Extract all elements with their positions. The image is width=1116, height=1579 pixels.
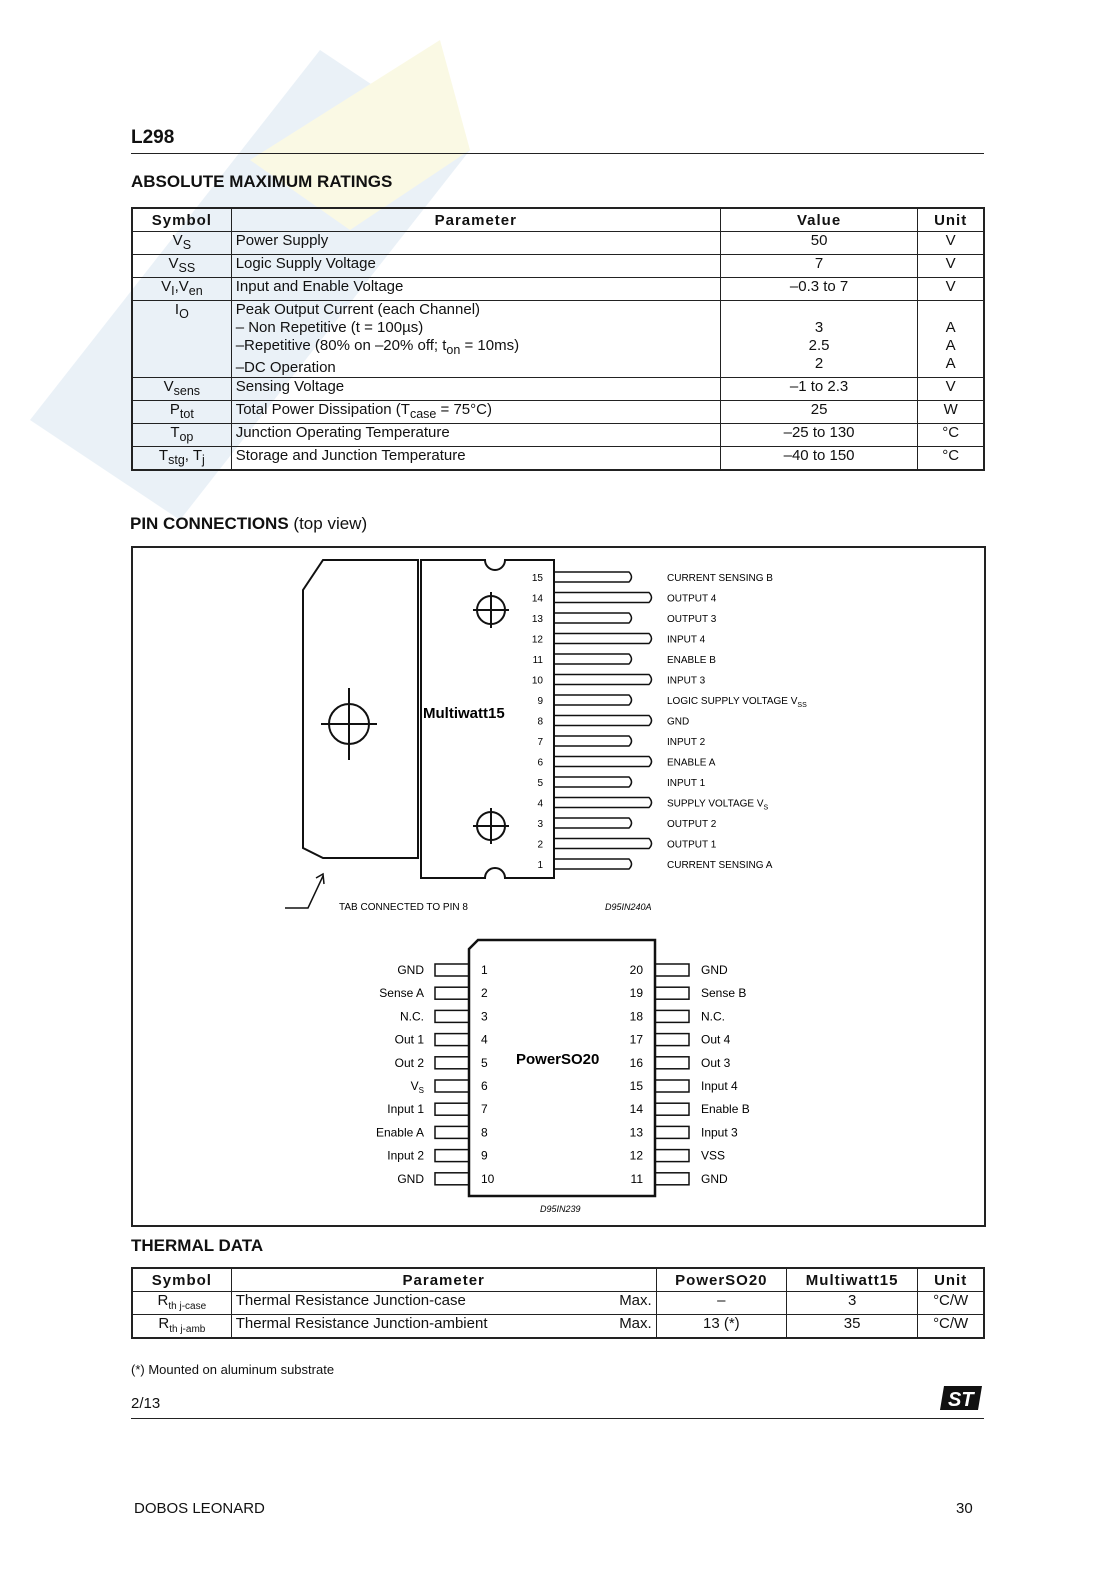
pin-number: 11 — [630, 1171, 643, 1186]
pin-label: OUTPUT 3 — [667, 614, 717, 625]
pinout-drawing — [133, 548, 984, 1225]
pin-lead — [554, 572, 632, 582]
pin-lead — [655, 1173, 689, 1185]
multiwatt-pin — [533, 654, 717, 666]
col-header: Symbol — [132, 1268, 231, 1292]
pin-number: 7 — [537, 737, 543, 748]
pin-lead — [554, 716, 652, 726]
pin-number: 3 — [481, 1009, 488, 1024]
unit-cell: W — [918, 401, 984, 424]
symbol-cell: $P_{tot}$ — [132, 401, 231, 424]
page-indicator: 2/13 — [131, 1395, 161, 1412]
powerso20-pin — [630, 1033, 731, 1047]
pin-number: 19 — [629, 986, 643, 1001]
pin-label: VSS — [701, 1148, 726, 1163]
powerso20-pin — [397, 963, 488, 977]
multiwatt-pin — [537, 818, 716, 830]
pin-label: N.C. — [701, 1009, 725, 1024]
table-row — [132, 401, 984, 424]
pin-number: 13 — [629, 1125, 643, 1140]
document-title: L298 — [131, 127, 175, 148]
value-cell: 25 — [720, 401, 917, 424]
pin-number: 7 — [481, 1102, 488, 1117]
powerso20-pin — [387, 1149, 488, 1163]
powerso20-name: PowerSO20 — [516, 1051, 600, 1068]
pin-connections-heading: PIN CONNECTIONS (top view) — [130, 514, 368, 533]
table-row — [132, 424, 984, 447]
pin-number: 10 — [481, 1171, 495, 1186]
multiwatt-pin — [532, 613, 717, 625]
parameter-cell: Input and Enable Voltage — [231, 278, 720, 301]
powerso20-pin — [395, 1056, 488, 1070]
symbol-cell: $V_{sens}$ — [132, 378, 231, 401]
multiwatt-pin — [532, 593, 717, 605]
powerso20-pin — [376, 1125, 488, 1139]
abs-max-heading: ABSOLUTE MAXIMUM RATINGS — [131, 172, 393, 191]
pin-lead — [554, 736, 632, 746]
powerso20-pin — [400, 1009, 488, 1023]
unit-cell: °C/W — [918, 1315, 984, 1339]
powerso20-pin — [387, 1102, 488, 1116]
multiwatt-pin — [537, 839, 716, 851]
pin-lead — [655, 1126, 689, 1138]
pin-number: 9 — [481, 1148, 488, 1163]
pin-lead — [655, 1010, 689, 1022]
pin-number: 16 — [629, 1055, 643, 1070]
unit-cell: V — [918, 255, 984, 278]
pin-number: 8 — [537, 716, 543, 728]
pin-lead — [655, 1034, 689, 1046]
pin-lead — [554, 859, 632, 869]
st-logo-icon — [940, 1384, 984, 1412]
value-cell: 13 (*) — [656, 1315, 786, 1339]
pin-number: 1 — [481, 963, 488, 977]
pin-label: INPUT 1 — [667, 778, 706, 789]
multiwatt-pin — [537, 859, 772, 871]
pin-lead — [554, 675, 652, 685]
pin-label: GND — [701, 1171, 728, 1186]
col-header: Multiwatt15 — [787, 1268, 918, 1292]
pin-number: 4 — [537, 798, 543, 810]
symbol-cell: $T_{stg}$, $T_j$ — [132, 447, 231, 471]
pin-number: 12 — [629, 1148, 643, 1163]
pin-number: 14 — [629, 1102, 643, 1117]
parameter-cell: Thermal Resistance Junction-case Max. — [231, 1292, 656, 1315]
col-header: Symbol — [132, 208, 231, 232]
pin-connections-diagram — [131, 546, 986, 1227]
multiwatt-pin — [532, 572, 773, 584]
pin-lead — [435, 987, 469, 999]
powerso20-pin — [379, 986, 488, 1000]
col-header: Value — [720, 208, 917, 232]
multiwatt-tab — [303, 560, 418, 858]
value-cell: –25 to 130 — [720, 424, 917, 447]
unit-cell: °C — [918, 447, 984, 471]
pin-number: 2 — [537, 839, 543, 851]
pin-label: Enable B — [701, 1102, 750, 1117]
pin-label: INPUT 3 — [667, 675, 706, 687]
pin-number: 4 — [481, 1032, 488, 1047]
pin-number: 6 — [481, 1079, 488, 1093]
powerso20-pin — [630, 1125, 738, 1139]
unit-cell: °C/W — [918, 1292, 984, 1315]
pin-lead — [435, 1173, 469, 1185]
parameter-cell: Power Supply — [231, 232, 720, 255]
pin-lead — [435, 1057, 469, 1069]
value-cell: 3 — [787, 1292, 918, 1315]
pin-number: 3 — [537, 819, 543, 830]
pin-lead — [554, 818, 632, 828]
table-row — [132, 1315, 984, 1339]
powerso20-pin — [630, 1079, 738, 1093]
col-header: Parameter — [231, 1268, 656, 1292]
pin-label: Out 3 — [701, 1055, 731, 1070]
pin-lead — [435, 1103, 469, 1115]
pin-label: Out 2 — [394, 1055, 424, 1070]
multiwatt-pin — [537, 695, 807, 709]
pin-number: 6 — [537, 757, 543, 769]
col-header: Unit — [918, 1268, 984, 1292]
pin-label: GND — [701, 963, 728, 977]
pin-label: Out 1 — [394, 1032, 424, 1047]
pin-lead — [554, 593, 652, 603]
pin-label: Sense B — [701, 986, 747, 1001]
pin-number: 20 — [629, 963, 643, 977]
multiwatt-pin — [532, 675, 706, 687]
crosshair-icon — [473, 592, 509, 628]
powerso20-pin — [630, 1149, 725, 1163]
pin-lead — [435, 1080, 469, 1092]
unit-cell: V — [918, 232, 984, 255]
parameter-cell: Total Power Dissipation $(T_{case} = 75^\circ C)$ — [231, 401, 720, 424]
pin-label: INPUT 4 — [667, 634, 706, 646]
pin-lead — [435, 1126, 469, 1138]
powerso20-pin — [411, 1079, 488, 1095]
value-cell: 50 — [720, 232, 917, 255]
multiwatt-pin — [537, 757, 715, 769]
symbol-cell: $R_{th j-amb}$ — [132, 1315, 231, 1339]
table-header-row — [132, 1268, 984, 1292]
parameter-cell: Peak Output Current (each Channel) – Non Repetitive (t = 100µs) –Repetitive (80% on –20% off; $t_{on} = 10ms$) –DC Operation — [231, 301, 720, 378]
pin-label: Out 4 — [701, 1032, 731, 1047]
powerso20-pin — [630, 1009, 725, 1023]
unit-cell: °C — [918, 424, 984, 447]
pin-lead — [554, 798, 652, 808]
pin-label: GND — [397, 963, 424, 977]
value-cell: –1 to 2.3 — [720, 378, 917, 401]
powerso20-pin — [395, 1033, 488, 1047]
pin-lead — [435, 1150, 469, 1162]
pin-label: SUPPLY VOLTAGE $V_S$ — [667, 798, 769, 812]
powerso20-code: D95IN239 — [540, 1204, 581, 1214]
pin-number: 15 — [629, 1079, 643, 1093]
page-number: 30 — [956, 1500, 973, 1517]
value-cell: –40 to 150 — [720, 447, 917, 471]
value-cell: 7 — [720, 255, 917, 278]
footer-rule — [131, 1418, 984, 1419]
symbol-cell: $V_I,V_{en}$ — [132, 278, 231, 301]
pin-number: 5 — [537, 778, 543, 789]
pin-lead — [655, 1080, 689, 1092]
author-name: DOBOS LEONARD — [134, 1500, 265, 1517]
unit-cell: V — [918, 378, 984, 401]
pin-number: 15 — [531, 573, 543, 584]
powerso20-pin — [630, 1102, 750, 1116]
pin-label: OUTPUT 4 — [667, 593, 717, 605]
symbol-cell: $R_{th j-case}$ — [132, 1292, 231, 1315]
pin-label: Enable A — [375, 1125, 424, 1140]
table-row — [132, 232, 984, 255]
powerso20-pin — [630, 986, 747, 1000]
pin-lead — [554, 757, 652, 767]
multiwatt-pin — [537, 716, 689, 728]
value-cell: 3 2.5 2 — [720, 301, 917, 378]
pin-label: ENABLE B — [667, 655, 716, 666]
pin-lead — [554, 634, 652, 644]
col-header: PowerSO20 — [656, 1268, 786, 1292]
pin-lead — [435, 1034, 469, 1046]
pin-label: GND — [667, 716, 690, 728]
symbol-cell: $V_{SS}$ — [132, 255, 231, 278]
unit-cell: V — [918, 278, 984, 301]
table-row — [132, 301, 984, 378]
pin-number: 12 — [531, 634, 543, 646]
thermal-heading: THERMAL DATA — [131, 1236, 264, 1255]
table-row — [132, 1292, 984, 1315]
pin-lead — [435, 964, 469, 976]
multiwatt-pin — [537, 736, 705, 748]
multiwatt-pin — [532, 634, 706, 646]
pin-label: CURRENT SENSING B — [667, 573, 773, 584]
table-row — [132, 447, 984, 471]
pin-label: $V_S$ — [410, 1079, 424, 1095]
pin-number: 8 — [481, 1125, 488, 1140]
pin-label: Input 2 — [387, 1148, 424, 1163]
pin-number: 5 — [481, 1055, 488, 1070]
powerso20-pin — [630, 963, 728, 977]
pin-label: OUTPUT 1 — [667, 839, 717, 851]
tab-note: TAB CONNECTED TO PIN 8 — [339, 902, 468, 913]
multiwatt-pin — [537, 777, 705, 789]
value-cell: –0.3 to 7 — [720, 278, 917, 301]
thermal-table — [131, 1267, 985, 1339]
pin-number: 9 — [537, 696, 543, 707]
pin-number: 11 — [532, 655, 543, 666]
pin-lead — [435, 1010, 469, 1022]
thermal-footnote: (*) Mounted on aluminum substrate — [131, 1362, 335, 1377]
header-rule — [131, 153, 984, 154]
pin-label: N.C. — [400, 1009, 424, 1024]
powerso20-pin — [630, 1056, 731, 1070]
value-cell: – — [656, 1292, 786, 1315]
pin-number: 13 — [531, 614, 543, 625]
abs-max-table — [131, 207, 985, 471]
pin-label: INPUT 2 — [667, 737, 706, 748]
pin-lead — [554, 777, 632, 787]
table-row — [132, 255, 984, 278]
pin-label: ENABLE A — [667, 757, 716, 769]
powerso20-body — [469, 940, 655, 1196]
svg-text:ST: ST — [948, 1389, 974, 1411]
pin-number: 2 — [481, 986, 488, 1001]
pin-lead — [655, 1103, 689, 1115]
table-header-row — [132, 208, 984, 232]
parameter-cell: Sensing Voltage — [231, 378, 720, 401]
symbol-cell: $V_S$ — [132, 232, 231, 255]
pin-label: CURRENT SENSING A — [667, 860, 773, 871]
unit-cell: A A A — [918, 301, 984, 378]
tab-arrow-icon — [285, 874, 324, 908]
powerso20-pin — [631, 1172, 728, 1186]
multiwatt-pin — [537, 798, 768, 812]
symbol-cell: $T_{op}$ — [132, 424, 231, 447]
pin-label: LOGIC SUPPLY VOLTAGE $V_{SS}$ — [667, 696, 807, 709]
parameter-cell: Logic Supply Voltage — [231, 255, 720, 278]
pin-lead — [655, 987, 689, 999]
pin-number: 17 — [629, 1032, 643, 1047]
pin-lead — [554, 695, 632, 705]
pin-number: 18 — [629, 1009, 643, 1024]
parameter-cell: Storage and Junction Temperature — [231, 447, 720, 471]
multiwatt-name: Multiwatt15 — [423, 705, 505, 722]
pin-number: 1 — [537, 860, 543, 871]
pin-number: 14 — [531, 593, 543, 605]
powerso20-pin — [397, 1172, 494, 1186]
crosshair-icon — [473, 808, 509, 844]
pin-lead — [554, 613, 632, 623]
pin-label: Sense A — [379, 986, 424, 1001]
pin-lead — [554, 654, 632, 664]
pin-lead — [655, 1150, 689, 1162]
multiwatt-code: D95IN240A — [605, 902, 652, 912]
pin-label: Input 1 — [387, 1102, 424, 1117]
pin-lead — [655, 1057, 689, 1069]
pin-lead — [554, 839, 652, 849]
table-row — [132, 278, 984, 301]
value-cell: 35 — [787, 1315, 918, 1339]
pin-label: Input 4 — [701, 1079, 738, 1093]
pin-number: 10 — [531, 675, 543, 687]
parameter-cell: Thermal Resistance Junction-ambient Max. — [231, 1315, 656, 1339]
table-row — [132, 378, 984, 401]
pin-lead — [655, 964, 689, 976]
mounting-hole-icon — [321, 688, 377, 760]
pin-label: GND — [397, 1171, 424, 1186]
pin-label: OUTPUT 2 — [667, 819, 717, 830]
parameter-cell: Junction Operating Temperature — [231, 424, 720, 447]
col-header: Parameter — [231, 208, 720, 232]
pin-label: Input 3 — [701, 1125, 738, 1140]
col-header: Unit — [918, 208, 984, 232]
symbol-cell: $I_O$ — [132, 301, 231, 378]
